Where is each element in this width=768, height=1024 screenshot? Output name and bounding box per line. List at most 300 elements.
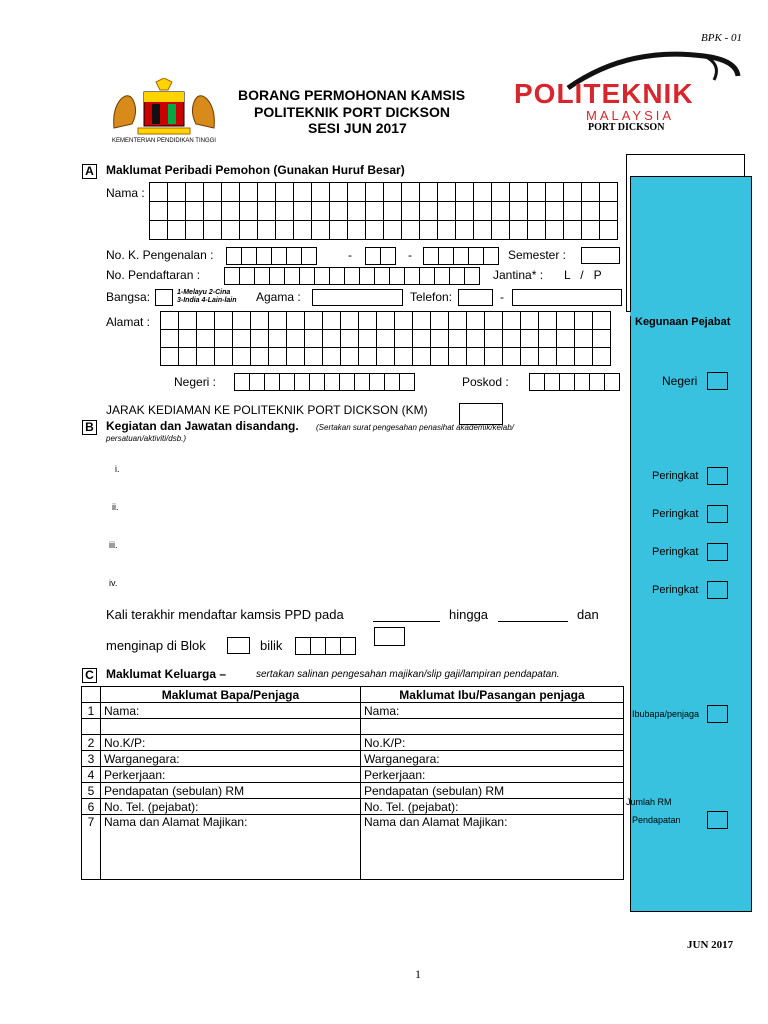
race-legend-2: 3-India 4-Lain-lain xyxy=(177,297,237,304)
father-field[interactable]: No. Tel. (pejabat): xyxy=(101,799,361,815)
grid-cell[interactable] xyxy=(467,348,485,366)
father-field[interactable]: Nama dan Alamat Majikan: xyxy=(101,815,361,880)
grid-cell[interactable] xyxy=(305,312,323,330)
grid-cell[interactable] xyxy=(240,202,258,221)
grid-cell[interactable] xyxy=(161,348,179,366)
grid-cell[interactable] xyxy=(330,202,348,221)
grid-cell[interactable] xyxy=(564,183,582,202)
grid-cell[interactable] xyxy=(348,202,366,221)
race-legend-1: 1-Melayu 2-Cina xyxy=(177,289,231,296)
grid-cell[interactable] xyxy=(276,202,294,221)
char-cell[interactable] xyxy=(286,247,302,265)
grid-cell[interactable] xyxy=(539,330,557,348)
grid-cell[interactable] xyxy=(402,183,420,202)
char-cell[interactable] xyxy=(354,373,370,391)
grid-cell[interactable] xyxy=(474,221,492,240)
grid-cell[interactable] xyxy=(377,312,395,330)
grid-cell[interactable] xyxy=(258,202,276,221)
char-cell[interactable] xyxy=(249,373,265,391)
grid-cell[interactable] xyxy=(456,221,474,240)
reg-label: No. Pendaftaran : xyxy=(106,268,201,282)
grid-cell[interactable] xyxy=(312,183,330,202)
grid-cell[interactable] xyxy=(521,330,539,348)
ic-dash-2: - xyxy=(408,248,412,262)
char-cell[interactable] xyxy=(449,267,465,285)
grid-cell[interactable] xyxy=(402,221,420,240)
grid-cell[interactable] xyxy=(474,183,492,202)
grid-cell[interactable] xyxy=(215,348,233,366)
grid-cell[interactable] xyxy=(269,330,287,348)
grid-cell[interactable] xyxy=(492,202,510,221)
grid-cell[interactable] xyxy=(395,330,413,348)
grid-cell[interactable] xyxy=(600,202,618,221)
family-row xyxy=(82,719,624,735)
office-peringkat-box-3[interactable] xyxy=(707,543,728,561)
table-header-no xyxy=(82,687,101,703)
grid-cell[interactable] xyxy=(323,312,341,330)
grid-cell[interactable] xyxy=(366,202,384,221)
grid-cell[interactable] xyxy=(600,221,618,240)
grid-cell[interactable] xyxy=(240,221,258,240)
grid-cell[interactable] xyxy=(539,348,557,366)
stay-block-label: menginap di Blok xyxy=(106,638,206,653)
grid-cell[interactable] xyxy=(492,221,510,240)
grid-cell[interactable] xyxy=(359,312,377,330)
char-cell[interactable] xyxy=(468,247,484,265)
char-cell[interactable] xyxy=(301,247,317,265)
grid-cell[interactable] xyxy=(546,202,564,221)
grid-cell[interactable] xyxy=(557,348,575,366)
office-income-label-1: Jumlah RM xyxy=(626,797,672,807)
ic-dash-1: - xyxy=(348,248,352,262)
block-field[interactable] xyxy=(227,637,250,654)
grid-cell[interactable] xyxy=(269,312,287,330)
grid-cell[interactable] xyxy=(287,348,305,366)
grid-cell[interactable] xyxy=(539,312,557,330)
address-label: Alamat : xyxy=(106,315,151,329)
section-b-marker: B xyxy=(82,420,97,435)
grid-cell[interactable] xyxy=(449,312,467,330)
char-cell[interactable] xyxy=(310,637,326,655)
grid-cell[interactable] xyxy=(269,348,287,366)
grid-cell[interactable] xyxy=(179,348,197,366)
char-cell[interactable] xyxy=(404,267,420,285)
grid-cell[interactable] xyxy=(431,312,449,330)
char-cell[interactable] xyxy=(559,373,575,391)
grid-cell[interactable] xyxy=(312,221,330,240)
room-cells[interactable] xyxy=(295,637,356,655)
office-negeri-label: Negeri xyxy=(662,374,698,388)
grid-cell[interactable] xyxy=(420,221,438,240)
grid-cell[interactable] xyxy=(305,348,323,366)
grid-cell[interactable] xyxy=(456,202,474,221)
mother-field[interactable]: Perkerjaan: xyxy=(361,767,624,783)
char-cell[interactable] xyxy=(369,373,385,391)
grid-cell[interactable] xyxy=(258,183,276,202)
grid-cell[interactable] xyxy=(546,183,564,202)
grid-cell[interactable] xyxy=(294,183,312,202)
section-b-note-2: persatuan/aktiviti/dsb.) xyxy=(106,434,187,443)
grid-cell[interactable] xyxy=(593,330,611,348)
char-cell[interactable] xyxy=(284,267,300,285)
grid-cell[interactable] xyxy=(294,202,312,221)
semester-field[interactable] xyxy=(581,247,620,264)
section-a-marker: A xyxy=(82,164,97,179)
grid-cell[interactable] xyxy=(431,330,449,348)
family-table xyxy=(81,686,624,880)
char-cell[interactable] xyxy=(453,247,469,265)
stay-extra-field[interactable] xyxy=(374,627,405,646)
gender-options[interactable]: L / P xyxy=(564,268,602,282)
grid-cell[interactable] xyxy=(377,348,395,366)
phone-prefix-field[interactable] xyxy=(458,289,493,306)
grid-cell[interactable] xyxy=(204,221,222,240)
grid-cell[interactable] xyxy=(312,202,330,221)
grid-cell[interactable] xyxy=(233,312,251,330)
activity-item-2: ii. xyxy=(112,502,119,512)
and-label: dan xyxy=(577,607,599,622)
grid-cell[interactable] xyxy=(377,330,395,348)
race-field[interactable] xyxy=(155,289,173,306)
mother-field[interactable] xyxy=(361,719,624,735)
postcode-cells[interactable] xyxy=(529,373,620,391)
grid-cell[interactable] xyxy=(420,202,438,221)
table-header-mother: Maklumat Ibu/Pasangan penjaga xyxy=(361,687,624,703)
grid-cell[interactable] xyxy=(485,312,503,330)
grid-cell[interactable] xyxy=(341,312,359,330)
grid-cell[interactable] xyxy=(161,330,179,348)
grid-cell[interactable] xyxy=(197,330,215,348)
grid-cell[interactable] xyxy=(330,183,348,202)
father-field[interactable]: Nama: xyxy=(101,703,361,719)
grid-cell[interactable] xyxy=(233,348,251,366)
char-cell[interactable] xyxy=(279,373,295,391)
grid-cell[interactable] xyxy=(204,202,222,221)
char-cell[interactable] xyxy=(309,373,325,391)
office-income-label-2: Pendapatan xyxy=(632,815,681,825)
grid-cell[interactable] xyxy=(168,221,186,240)
char-cell[interactable] xyxy=(464,267,480,285)
mother-field[interactable]: Nama dan Alamat Majikan: xyxy=(361,815,624,880)
crest-caption: KEMENTERIAN PENDIDIKAN TINGGI xyxy=(112,138,216,144)
char-cell[interactable] xyxy=(438,247,454,265)
char-cell[interactable] xyxy=(226,247,242,265)
char-cell[interactable] xyxy=(604,373,620,391)
grid-cell[interactable] xyxy=(276,221,294,240)
grid-cell[interactable] xyxy=(564,221,582,240)
last-reg-to-field[interactable] xyxy=(498,621,568,622)
grid-cell[interactable] xyxy=(294,221,312,240)
gender-label: Jantina* : xyxy=(493,268,544,282)
form-title-1: BORANG PERMOHONAN KAMSIS xyxy=(238,87,466,103)
char-cell[interactable] xyxy=(295,637,311,655)
grid-cell[interactable] xyxy=(546,221,564,240)
grid-cell[interactable] xyxy=(168,202,186,221)
grid-cell[interactable] xyxy=(528,202,546,221)
grid-cell[interactable] xyxy=(557,312,575,330)
grid-cell[interactable] xyxy=(413,348,431,366)
grid-cell[interactable] xyxy=(186,221,204,240)
char-cell[interactable] xyxy=(340,637,356,655)
office-peringkat-2: Peringkat xyxy=(652,508,699,520)
grid-cell[interactable] xyxy=(485,330,503,348)
grid-cell[interactable] xyxy=(222,202,240,221)
grid-cell[interactable] xyxy=(251,330,269,348)
mother-field[interactable]: Nama: xyxy=(361,703,624,719)
grid-cell[interactable] xyxy=(593,348,611,366)
char-cell[interactable] xyxy=(234,373,250,391)
grid-cell[interactable] xyxy=(186,202,204,221)
grid-cell[interactable] xyxy=(204,183,222,202)
father-field[interactable]: Warganegara: xyxy=(101,751,361,767)
grid-cell[interactable] xyxy=(348,221,366,240)
table-header-father: Maklumat Bapa/Penjaga xyxy=(101,687,361,703)
page-number: 1 xyxy=(415,967,421,981)
family-row xyxy=(82,783,624,799)
father-field[interactable]: Perkerjaan: xyxy=(101,767,361,783)
grid-cell[interactable] xyxy=(575,330,593,348)
mother-field[interactable]: No. Tel. (pejabat): xyxy=(361,799,624,815)
distance-field[interactable] xyxy=(459,403,503,425)
grid-cell[interactable] xyxy=(575,348,593,366)
grid-cell[interactable] xyxy=(305,330,323,348)
office-peringkat-3: Peringkat xyxy=(652,546,699,558)
row-number xyxy=(82,719,101,735)
char-cell[interactable] xyxy=(529,373,545,391)
grid-cell[interactable] xyxy=(197,348,215,366)
office-parent-label: Ibubapa/penjaga xyxy=(632,709,700,719)
phone-dash: - xyxy=(500,290,504,304)
char-cell[interactable] xyxy=(389,267,405,285)
section-c-marker: C xyxy=(82,668,97,683)
char-cell[interactable] xyxy=(339,373,355,391)
grid-cell[interactable] xyxy=(287,312,305,330)
char-cell[interactable] xyxy=(344,267,360,285)
char-cell[interactable] xyxy=(544,373,560,391)
char-cell[interactable] xyxy=(374,267,390,285)
mother-field[interactable]: Pendapatan (sebulan) RM xyxy=(361,783,624,799)
office-peringkat-box-2[interactable] xyxy=(707,505,728,523)
char-cell[interactable] xyxy=(269,267,285,285)
grid-cell[interactable] xyxy=(431,348,449,366)
office-income-box[interactable] xyxy=(707,811,728,829)
last-reg-from-field[interactable] xyxy=(373,621,440,622)
grid-cell[interactable] xyxy=(510,183,528,202)
grid-cell[interactable] xyxy=(521,312,539,330)
grid-cell[interactable] xyxy=(564,202,582,221)
grid-cell[interactable] xyxy=(179,312,197,330)
grid-cell[interactable] xyxy=(467,330,485,348)
grid-cell[interactable] xyxy=(474,202,492,221)
grid-cell[interactable] xyxy=(413,330,431,348)
char-cell[interactable] xyxy=(434,267,450,285)
religion-field[interactable] xyxy=(312,289,403,306)
grid-cell[interactable] xyxy=(323,330,341,348)
char-cell[interactable] xyxy=(241,247,257,265)
grid-cell[interactable] xyxy=(582,202,600,221)
grid-cell[interactable] xyxy=(150,202,168,221)
char-cell[interactable] xyxy=(589,373,605,391)
grid-cell[interactable] xyxy=(449,330,467,348)
grid-cell[interactable] xyxy=(323,348,341,366)
grid-cell[interactable] xyxy=(593,312,611,330)
grid-cell[interactable] xyxy=(341,330,359,348)
section-b-note: (Sertakan surat pengesahan penasihat akademik/kelab/ xyxy=(316,423,514,432)
grid-cell[interactable] xyxy=(528,183,546,202)
father-field[interactable]: Pendapatan (sebulan) RM xyxy=(101,783,361,799)
grid-cell[interactable] xyxy=(510,202,528,221)
grid-cell[interactable] xyxy=(521,348,539,366)
grid-cell[interactable] xyxy=(366,221,384,240)
grid-cell[interactable] xyxy=(582,183,600,202)
char-cell[interactable] xyxy=(239,267,255,285)
grid-cell[interactable] xyxy=(359,348,377,366)
grid-cell[interactable] xyxy=(215,330,233,348)
reg-cells[interactable] xyxy=(224,267,480,285)
father-field[interactable] xyxy=(101,719,361,735)
grid-cell[interactable] xyxy=(150,183,168,202)
grid-cell[interactable] xyxy=(456,183,474,202)
grid-cell[interactable] xyxy=(402,202,420,221)
ic-cells-1[interactable] xyxy=(226,247,317,265)
char-cell[interactable] xyxy=(325,637,341,655)
room-label: bilik xyxy=(260,638,283,653)
char-cell[interactable] xyxy=(264,373,280,391)
row-number: 1 xyxy=(82,703,101,719)
grid-cell[interactable] xyxy=(503,312,521,330)
grid-cell[interactable] xyxy=(467,312,485,330)
grid-cell[interactable] xyxy=(186,183,204,202)
char-cell[interactable] xyxy=(380,247,396,265)
grid-cell[interactable] xyxy=(557,330,575,348)
family-row xyxy=(82,751,624,767)
mother-field[interactable]: No.K/P: xyxy=(361,735,624,751)
grid-cell[interactable] xyxy=(233,330,251,348)
grid-cell[interactable] xyxy=(359,330,377,348)
grid-cell[interactable] xyxy=(420,183,438,202)
grid-cell[interactable] xyxy=(179,330,197,348)
grid-cell[interactable] xyxy=(287,330,305,348)
grid-cell[interactable] xyxy=(276,183,294,202)
grid-cell[interactable] xyxy=(251,312,269,330)
char-cell[interactable] xyxy=(419,267,435,285)
grid-cell[interactable] xyxy=(600,183,618,202)
char-cell[interactable] xyxy=(254,267,270,285)
activity-item-4: iv. xyxy=(109,578,118,588)
grid-cell[interactable] xyxy=(150,221,168,240)
crest-logo xyxy=(108,78,220,146)
grid-cell[interactable] xyxy=(384,202,402,221)
grid-cell[interactable] xyxy=(485,348,503,366)
grid-cell[interactable] xyxy=(197,312,215,330)
char-cell[interactable] xyxy=(294,373,310,391)
grid-cell[interactable] xyxy=(395,348,413,366)
char-cell[interactable] xyxy=(299,267,315,285)
section-a-title: Maklumat Peribadi Pemohon (Gunakan Huruf Besar) xyxy=(106,163,405,177)
grid-cell[interactable] xyxy=(215,312,233,330)
ic-cells-3[interactable] xyxy=(423,247,499,265)
char-cell[interactable] xyxy=(271,247,287,265)
logo-country: MALAYSIA xyxy=(586,108,675,123)
grid-cell[interactable] xyxy=(161,312,179,330)
grid-cell[interactable] xyxy=(503,330,521,348)
grid-cell[interactable] xyxy=(449,348,467,366)
section-c-title: Maklumat Keluarga – xyxy=(106,667,227,681)
state-label: Negeri : xyxy=(174,375,217,389)
grid-cell[interactable] xyxy=(492,183,510,202)
office-peringkat-box-1[interactable] xyxy=(707,467,728,485)
grid-cell[interactable] xyxy=(366,183,384,202)
grid-cell[interactable] xyxy=(168,183,186,202)
row-number: 3 xyxy=(82,751,101,767)
grid-cell[interactable] xyxy=(251,348,269,366)
father-field[interactable]: No.K/P: xyxy=(101,735,361,751)
grid-cell[interactable] xyxy=(348,183,366,202)
grid-cell[interactable] xyxy=(503,348,521,366)
char-cell[interactable] xyxy=(365,247,381,265)
family-row xyxy=(82,815,624,880)
char-cell[interactable] xyxy=(256,247,272,265)
grid-cell[interactable] xyxy=(528,221,546,240)
grid-cell[interactable] xyxy=(510,221,528,240)
char-cell[interactable] xyxy=(423,247,439,265)
char-cell[interactable] xyxy=(574,373,590,391)
grid-cell[interactable] xyxy=(330,221,348,240)
form-title-3: SESI JUN 2017 xyxy=(308,120,407,136)
office-peringkat-box-4[interactable] xyxy=(707,581,728,599)
row-number: 7 xyxy=(82,815,101,880)
grid-cell[interactable] xyxy=(413,312,431,330)
section-b-title: Kegiatan dan Jawatan disandang. xyxy=(106,419,299,433)
char-cell[interactable] xyxy=(384,373,400,391)
char-cell[interactable] xyxy=(314,267,330,285)
grid-cell[interactable] xyxy=(575,312,593,330)
footer-date: JUN 2017 xyxy=(687,939,734,951)
grid-cell[interactable] xyxy=(395,312,413,330)
grid-cell[interactable] xyxy=(240,183,258,202)
char-cell[interactable] xyxy=(324,373,340,391)
char-cell[interactable] xyxy=(329,267,345,285)
mother-field[interactable]: Warganegara: xyxy=(361,751,624,767)
office-peringkat-4: Peringkat xyxy=(652,584,699,596)
row-number: 4 xyxy=(82,767,101,783)
grid-cell[interactable] xyxy=(438,202,456,221)
grid-cell[interactable] xyxy=(341,348,359,366)
office-parent-box[interactable] xyxy=(707,705,728,723)
address-grid[interactable] xyxy=(160,311,611,366)
nama-grid[interactable] xyxy=(149,182,618,240)
grid-cell[interactable] xyxy=(222,183,240,202)
section-c-note: sertakan salinan pengesahan majikan/slip gaji/lampiran pendapatan. xyxy=(256,669,560,680)
office-negeri-box[interactable] xyxy=(707,372,728,390)
grid-cell[interactable] xyxy=(438,183,456,202)
grid-cell[interactable] xyxy=(384,221,402,240)
grid-cell[interactable] xyxy=(258,221,276,240)
family-row xyxy=(82,799,624,815)
grid-cell[interactable] xyxy=(384,183,402,202)
char-cell[interactable] xyxy=(359,267,375,285)
ic-label: No. K. Pengenalan : xyxy=(106,248,214,262)
phone-number-field[interactable] xyxy=(512,289,622,306)
char-cell[interactable] xyxy=(483,247,499,265)
char-cell[interactable] xyxy=(399,373,415,391)
state-cells[interactable] xyxy=(234,373,415,391)
char-cell[interactable] xyxy=(224,267,240,285)
grid-cell[interactable] xyxy=(582,221,600,240)
grid-cell[interactable] xyxy=(222,221,240,240)
grid-cell[interactable] xyxy=(438,221,456,240)
ic-cells-2[interactable] xyxy=(365,247,396,265)
